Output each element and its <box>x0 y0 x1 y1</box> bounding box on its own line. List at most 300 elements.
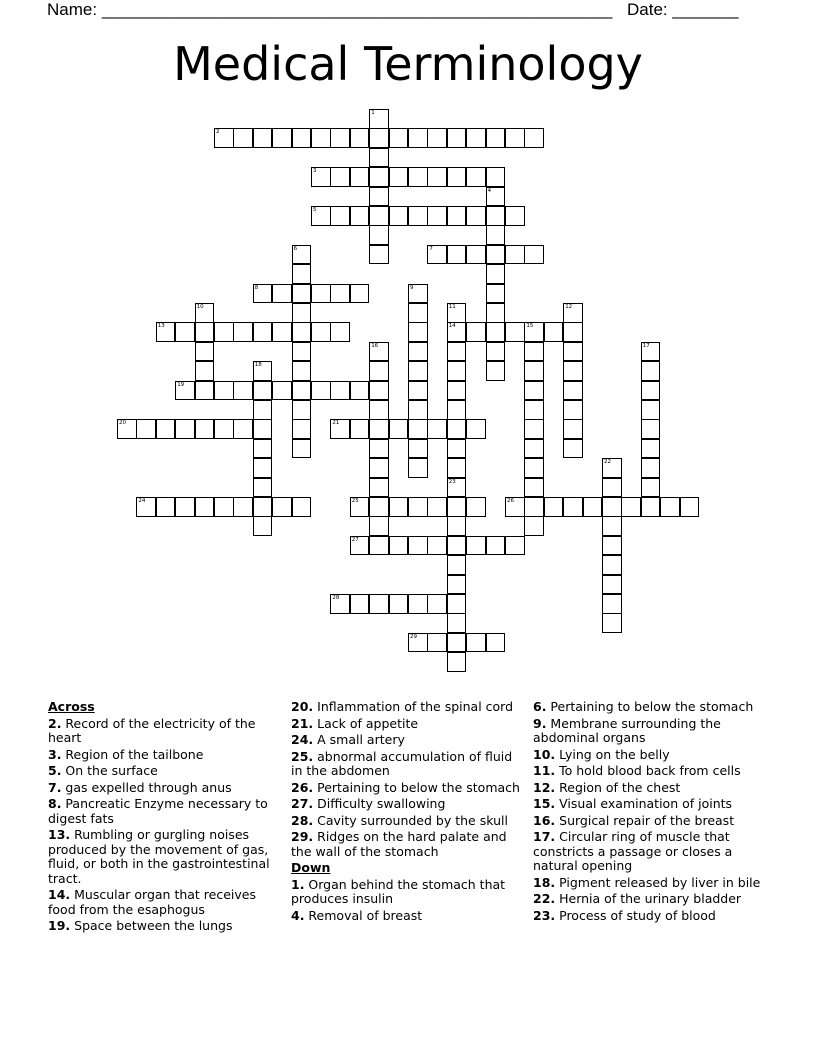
grid-cell[interactable] <box>602 555 622 575</box>
grid-cell[interactable] <box>389 594 409 614</box>
grid-cell[interactable] <box>408 439 428 459</box>
grid-cell[interactable] <box>447 303 467 323</box>
grid-cell[interactable] <box>524 516 544 536</box>
grid-cell[interactable] <box>602 516 622 536</box>
clue-number: 28 <box>332 595 340 601</box>
grid-cell[interactable] <box>602 594 622 614</box>
grid-cell[interactable] <box>253 419 273 439</box>
clue-item <box>291 733 527 748</box>
clue-item-number: 19. <box>48 918 71 933</box>
grid-cell[interactable] <box>292 342 312 362</box>
grid-cell[interactable] <box>253 361 273 381</box>
clue-item-text: Pertaining to below the stomach <box>313 779 520 795</box>
clue-item-number: 18. <box>533 874 556 890</box>
grid-cell[interactable] <box>330 284 350 304</box>
grid-cell[interactable] <box>233 381 253 401</box>
grid-cell[interactable] <box>330 167 350 187</box>
grid-cell[interactable] <box>272 284 292 304</box>
grid-cell[interactable] <box>369 361 389 381</box>
down-heading: Down <box>291 860 331 875</box>
clue-item-text: Region of the chest <box>555 779 681 795</box>
grid-cell[interactable] <box>524 478 544 498</box>
grid-cell[interactable] <box>602 536 622 556</box>
grid-cell[interactable] <box>272 381 292 401</box>
grid-cell[interactable] <box>408 458 428 478</box>
grid-cell[interactable] <box>292 284 312 304</box>
grid-cell[interactable] <box>350 594 370 614</box>
grid-cell[interactable] <box>427 419 447 439</box>
grid-cell[interactable] <box>447 497 467 517</box>
grid-cell[interactable] <box>486 303 506 323</box>
clue-item <box>48 764 284 779</box>
grid-cell[interactable] <box>408 633 428 653</box>
grid-cell[interactable] <box>369 536 389 556</box>
grid-cell[interactable] <box>447 516 467 536</box>
clue-number: 10 <box>196 304 204 310</box>
grid-cell[interactable] <box>447 167 467 187</box>
grid-cell[interactable] <box>214 419 234 439</box>
grid-cell[interactable] <box>486 322 506 342</box>
grid-cell[interactable] <box>486 633 506 653</box>
grid-cell[interactable] <box>408 284 428 304</box>
grid-cell[interactable] <box>369 245 389 265</box>
grid-cell[interactable] <box>369 516 389 536</box>
clue-number: 29 <box>410 633 417 640</box>
clue-number: 16 <box>371 342 379 349</box>
clue-item-text: Lack of appetite <box>313 715 419 731</box>
grid-cell[interactable] <box>505 128 525 148</box>
grid-cell[interactable] <box>466 419 486 439</box>
grid-cell[interactable] <box>447 381 467 401</box>
grid-cell[interactable] <box>389 419 409 439</box>
grid-cell[interactable] <box>466 322 486 342</box>
grid-cell[interactable] <box>369 400 389 420</box>
grid-cell[interactable] <box>233 128 253 148</box>
across-clue-list-continued <box>291 700 527 859</box>
grid-cell[interactable] <box>408 128 428 148</box>
grid-cell[interactable] <box>563 381 583 401</box>
grid-cell[interactable] <box>253 322 273 342</box>
grid-cell[interactable] <box>660 497 680 517</box>
grid-cell[interactable] <box>408 419 428 439</box>
grid-cell[interactable] <box>369 478 389 498</box>
grid-cell[interactable] <box>214 128 234 148</box>
grid-cell[interactable] <box>408 497 428 517</box>
clue-item-number: 20. <box>291 699 314 714</box>
grid-cell[interactable] <box>195 303 215 323</box>
clue-item-number: 14. <box>48 887 71 902</box>
clue-number: 18 <box>254 362 262 369</box>
grid-cell[interactable] <box>427 497 447 517</box>
grid-cell[interactable] <box>563 419 583 439</box>
clue-item-text: Pigment released by liver in bile <box>555 874 761 890</box>
grid-cell[interactable] <box>350 206 370 226</box>
clue-number: 25 <box>351 498 359 504</box>
date-line: _______ <box>672 0 739 19</box>
grid-cell[interactable] <box>621 497 641 517</box>
grid-cell[interactable] <box>524 245 544 265</box>
grid-cell[interactable] <box>486 284 506 304</box>
grid-cell[interactable] <box>369 206 389 226</box>
clues-column-1 <box>48 700 284 936</box>
grid-cell[interactable] <box>214 381 234 401</box>
grid-cell[interactable] <box>233 419 253 439</box>
grid-cell[interactable] <box>544 497 564 517</box>
grid-cell[interactable] <box>408 206 428 226</box>
grid-cell[interactable] <box>563 497 583 517</box>
grid-cell[interactable] <box>447 594 467 614</box>
clue-item-number: 21. <box>291 715 314 731</box>
grid-cell[interactable] <box>563 342 583 362</box>
grid-cell[interactable] <box>311 284 331 304</box>
clue-item <box>291 717 527 732</box>
grid-cell[interactable] <box>641 381 661 401</box>
grid-cell[interactable] <box>466 536 486 556</box>
clue-number: 6 <box>293 245 298 252</box>
clue-item <box>291 781 527 796</box>
grid-cell[interactable] <box>505 497 525 517</box>
grid-cell[interactable] <box>408 400 428 420</box>
clue-item-number: 12. <box>533 779 556 795</box>
grid-cell[interactable] <box>156 419 176 439</box>
grid-cell[interactable] <box>524 458 544 478</box>
grid-cell[interactable] <box>447 652 467 672</box>
grid-cell[interactable] <box>253 400 273 420</box>
clue-item-text: Hernia of the urinary bladder <box>555 891 742 906</box>
grid-cell[interactable] <box>447 555 467 575</box>
grid-cell[interactable] <box>447 342 467 362</box>
grid-cell[interactable] <box>350 284 370 304</box>
grid-cell[interactable] <box>641 497 661 517</box>
grid-cell[interactable] <box>408 167 428 187</box>
grid-cell[interactable] <box>447 478 467 498</box>
clue-item <box>533 797 769 812</box>
grid-cell[interactable] <box>369 148 389 168</box>
grid-cell[interactable] <box>195 419 215 439</box>
grid-cell[interactable] <box>369 342 389 362</box>
grid-cell[interactable] <box>427 633 447 653</box>
grid-cell[interactable] <box>447 128 467 148</box>
grid-cell[interactable] <box>408 594 428 614</box>
grid-cell[interactable] <box>136 497 156 517</box>
grid-cell[interactable] <box>292 245 312 265</box>
grid-cell[interactable] <box>524 361 544 381</box>
clue-item <box>533 892 769 907</box>
clue-number: 19 <box>177 381 185 388</box>
grid-cell[interactable] <box>486 187 506 207</box>
grid-cell[interactable] <box>369 167 389 187</box>
clue-item <box>291 830 527 859</box>
grid-cell[interactable] <box>447 245 467 265</box>
grid-cell[interactable] <box>602 497 622 517</box>
grid-cell[interactable] <box>292 439 312 459</box>
clue-item <box>48 828 284 886</box>
grid-cell[interactable] <box>292 361 312 381</box>
clue-item-number: 26. <box>291 779 314 795</box>
grid-cell[interactable] <box>389 206 409 226</box>
grid-cell[interactable] <box>175 419 195 439</box>
clue-item-number: 4. <box>291 907 305 923</box>
grid-cell[interactable] <box>602 613 622 633</box>
name-label: Name: <box>47 0 98 19</box>
clue-item-number: 23. <box>533 907 556 923</box>
grid-cell[interactable] <box>447 613 467 633</box>
grid-cell[interactable] <box>175 381 195 401</box>
grid-cell[interactable] <box>350 167 370 187</box>
grid-cell[interactable] <box>369 128 389 148</box>
grid-cell[interactable] <box>292 497 312 517</box>
grid-cell[interactable] <box>602 478 622 498</box>
clue-item-text: Pancreatic Enzyme necessary to digest fats <box>48 796 268 826</box>
grid-cell[interactable] <box>524 497 544 517</box>
clue-item-number: 24. <box>291 732 314 747</box>
grid-cell[interactable] <box>486 225 506 245</box>
grid-cell[interactable] <box>389 497 409 517</box>
grid-cell[interactable] <box>524 439 544 459</box>
grid-cell[interactable] <box>350 536 370 556</box>
grid-cell[interactable] <box>524 322 544 342</box>
grid-cell[interactable] <box>233 322 253 342</box>
grid-cell[interactable] <box>466 245 486 265</box>
clue-item-number: 5. <box>48 763 62 778</box>
grid-cell[interactable] <box>563 303 583 323</box>
grid-cell[interactable] <box>195 342 215 362</box>
grid-cell[interactable] <box>330 594 350 614</box>
clue-number: 21 <box>332 420 340 427</box>
grid-cell[interactable] <box>486 167 506 187</box>
grid-cell[interactable] <box>214 497 234 517</box>
grid-cell[interactable] <box>369 419 389 439</box>
page-title: Medical Terminology <box>173 37 643 91</box>
grid-cell[interactable] <box>253 128 273 148</box>
clue-item-text: gas expelled through anus <box>61 779 232 795</box>
grid-cell[interactable] <box>272 322 292 342</box>
grid-cell[interactable] <box>330 381 350 401</box>
clue-number: 5 <box>313 207 317 213</box>
grid-cell[interactable] <box>447 361 467 381</box>
grid-cell[interactable] <box>505 322 525 342</box>
grid-cell[interactable] <box>447 322 467 342</box>
grid-cell[interactable] <box>486 245 506 265</box>
clues-column-2 <box>291 700 527 925</box>
grid-cell[interactable] <box>253 497 273 517</box>
grid-cell[interactable] <box>641 400 661 420</box>
grid-cell[interactable] <box>175 497 195 517</box>
grid-cell[interactable] <box>350 419 370 439</box>
grid-cell[interactable] <box>466 633 486 653</box>
grid-cell[interactable] <box>641 458 661 478</box>
grid-cell[interactable] <box>486 206 506 226</box>
clue-item-number: 13. <box>48 827 71 842</box>
grid-cell[interactable] <box>563 439 583 459</box>
grid-cell[interactable] <box>369 439 389 459</box>
grid-cell[interactable] <box>408 361 428 381</box>
grid-cell[interactable] <box>524 342 544 362</box>
grid-cell[interactable] <box>311 322 331 342</box>
grid-cell[interactable] <box>408 536 428 556</box>
clue-item <box>291 797 527 812</box>
grid-cell[interactable] <box>427 536 447 556</box>
grid-cell[interactable] <box>505 245 525 265</box>
clue-item <box>48 781 284 796</box>
grid-cell[interactable] <box>641 361 661 381</box>
grid-cell[interactable] <box>486 128 506 148</box>
grid-cell[interactable] <box>311 167 331 187</box>
grid-cell[interactable] <box>272 497 292 517</box>
grid-cell[interactable] <box>195 497 215 517</box>
grid-cell[interactable] <box>369 594 389 614</box>
clue-item <box>533 700 769 715</box>
grid-cell[interactable] <box>524 419 544 439</box>
grid-cell[interactable] <box>311 381 331 401</box>
clue-item-number: 22. <box>533 891 556 906</box>
grid-cell[interactable] <box>466 167 486 187</box>
grid-cell[interactable] <box>330 419 350 439</box>
clue-item-text: Process of study of blood <box>555 907 716 923</box>
grid-cell[interactable] <box>427 206 447 226</box>
clue-number: 20 <box>119 420 126 427</box>
grid-cell[interactable] <box>486 536 506 556</box>
grid-cell[interactable] <box>350 128 370 148</box>
grid-cell[interactable] <box>408 381 428 401</box>
grid-cell[interactable] <box>253 439 273 459</box>
grid-cell[interactable] <box>427 167 447 187</box>
grid-cell[interactable] <box>486 264 506 284</box>
grid-cell[interactable] <box>544 322 564 342</box>
grid-cell[interactable] <box>253 458 273 478</box>
grid-cell[interactable] <box>447 400 467 420</box>
clue-number: 24 <box>138 498 146 504</box>
grid-cell[interactable] <box>389 128 409 148</box>
grid-cell[interactable] <box>253 478 273 498</box>
grid-cell[interactable] <box>136 419 156 439</box>
grid-cell[interactable] <box>292 381 312 401</box>
grid-cell[interactable] <box>466 206 486 226</box>
down-clue-list-continued <box>533 700 769 923</box>
grid-cell[interactable] <box>369 109 389 129</box>
grid-cell[interactable] <box>292 419 312 439</box>
grid-cell[interactable] <box>195 381 215 401</box>
grid-cell[interactable] <box>602 458 622 478</box>
clue-item-text: Lying on the belly <box>555 746 670 762</box>
grid-cell[interactable] <box>369 187 389 207</box>
grid-cell[interactable] <box>292 400 312 420</box>
grid-cell[interactable] <box>447 633 467 653</box>
clue-item <box>533 717 769 746</box>
grid-cell[interactable] <box>427 594 447 614</box>
grid-cell[interactable] <box>447 575 467 595</box>
grid-cell[interactable] <box>330 128 350 148</box>
grid-cell[interactable] <box>350 497 370 517</box>
grid-cell[interactable] <box>447 458 467 478</box>
clue-item-number: 2. <box>48 715 62 731</box>
grid-cell[interactable] <box>524 381 544 401</box>
grid-cell[interactable] <box>466 128 486 148</box>
grid-cell[interactable] <box>272 128 292 148</box>
grid-cell[interactable] <box>175 322 195 342</box>
grid-cell[interactable] <box>369 458 389 478</box>
grid-cell[interactable] <box>253 381 273 401</box>
clue-item <box>48 717 284 746</box>
clue-item-number: 25. <box>291 748 314 764</box>
clue-item <box>291 700 527 715</box>
clue-item-number: 7. <box>48 779 62 795</box>
grid-cell[interactable] <box>369 381 389 401</box>
grid-cell[interactable] <box>350 381 370 401</box>
grid-cell[interactable] <box>524 128 544 148</box>
grid-cell[interactable] <box>330 322 350 342</box>
clue-item-text: Region of the tailbone <box>61 746 204 762</box>
grid-cell[interactable] <box>447 206 467 226</box>
grid-cell[interactable] <box>389 536 409 556</box>
grid-cell[interactable] <box>563 361 583 381</box>
grid-cell[interactable] <box>311 128 331 148</box>
grid-cell[interactable] <box>369 225 389 245</box>
grid-cell[interactable] <box>563 322 583 342</box>
clue-item <box>533 876 769 891</box>
clue-item <box>291 814 527 829</box>
grid-cell[interactable] <box>253 516 273 536</box>
grid-cell[interactable] <box>195 322 215 342</box>
grid-cell[interactable] <box>427 245 447 265</box>
grid-cell[interactable] <box>330 206 350 226</box>
clue-item-text: Circular ring of muscle that constricts a passage or closes a natural opening <box>533 829 733 873</box>
grid-cell[interactable] <box>292 322 312 342</box>
clue-item-number: 29. <box>291 829 314 844</box>
grid-cell[interactable] <box>447 536 467 556</box>
grid-cell[interactable] <box>195 361 215 381</box>
grid-cell[interactable] <box>563 400 583 420</box>
grid-cell[interactable] <box>427 128 447 148</box>
grid-cell[interactable] <box>641 478 661 498</box>
grid-cell[interactable] <box>156 322 176 342</box>
grid-cell[interactable] <box>292 264 312 284</box>
clue-item-text: Ridges on the hard palate and the wall of the stomach <box>291 829 507 859</box>
grid-cell[interactable] <box>253 284 273 304</box>
grid-cell[interactable] <box>369 497 389 517</box>
grid-cell[interactable] <box>408 322 428 342</box>
grid-cell[interactable] <box>641 439 661 459</box>
grid-cell[interactable] <box>408 342 428 362</box>
grid-cell[interactable] <box>486 342 506 362</box>
grid-cell[interactable] <box>447 439 467 459</box>
grid-cell[interactable] <box>602 575 622 595</box>
grid-cell[interactable] <box>214 322 234 342</box>
grid-cell[interactable] <box>641 419 661 439</box>
grid-cell[interactable] <box>486 361 506 381</box>
grid-cell[interactable] <box>156 497 176 517</box>
clue-item-number: 15. <box>533 796 556 811</box>
grid-cell[interactable] <box>292 128 312 148</box>
grid-cell[interactable] <box>311 206 331 226</box>
grid-cell[interactable] <box>641 342 661 362</box>
grid-cell[interactable] <box>447 419 467 439</box>
across-heading: Across <box>48 699 95 714</box>
grid-cell[interactable] <box>583 497 603 517</box>
grid-cell[interactable] <box>680 497 700 517</box>
grid-cell[interactable] <box>408 303 428 323</box>
grid-cell[interactable] <box>117 419 137 439</box>
clue-number: 2 <box>216 129 220 136</box>
grid-cell[interactable] <box>233 497 253 517</box>
grid-cell[interactable] <box>389 167 409 187</box>
grid-cell[interactable] <box>524 400 544 420</box>
grid-cell[interactable] <box>292 303 312 323</box>
grid-cell[interactable] <box>505 536 525 556</box>
grid-cell[interactable] <box>466 497 486 517</box>
grid-cell[interactable] <box>505 206 525 226</box>
clue-item <box>48 919 284 934</box>
